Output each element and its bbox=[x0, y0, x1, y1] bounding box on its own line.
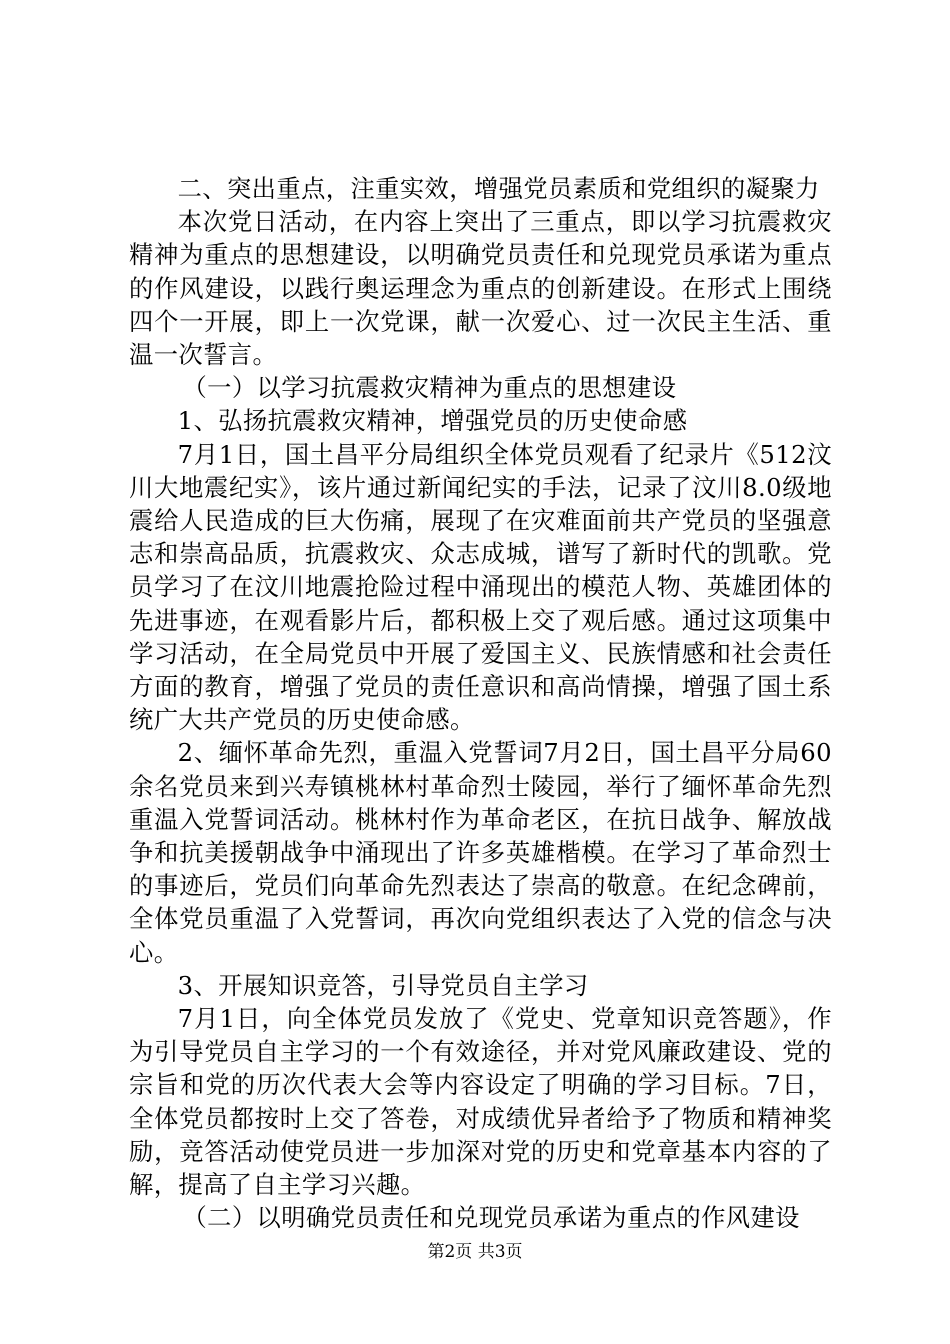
section-heading: 二、突出重点，注重实效，增强党员素质和党组织的凝聚力 bbox=[177, 174, 820, 203]
body-paragraph: 本次党日活动，在内容上突出了三重点，即以学习抗震救灾精神为重点的思想建设，以明确党员责任和兑现党员承诺为重点的作风建设，以践行奥运理念为重点的创新建设。在形式上围绕四个一开展，即上一次党课，献一次爱心、过一次民主生活、重温一次誓言。 bbox=[129, 207, 832, 370]
subsection-heading: （一）以学习抗震救灾精神为重点的思想建设 bbox=[182, 373, 677, 403]
item-heading: 1、弘扬抗震救灾精神，增强党员的历史使命感 bbox=[177, 406, 688, 436]
page-number-footer: 第2页 共3页 bbox=[427, 1242, 523, 1262]
subsection-heading: （二）以明确党员责任和兑现党员承诺为重点的作风建设 bbox=[182, 1203, 800, 1233]
body-paragraph: 7月1日，国土昌平分局组织全体党员观看了纪录片《512汶川大地震纪实》，该片通过新闻纪实的手法，记录了汶川8.0级地震给人民造成的巨大伤痛，展现了在灾难面前共产党员的坚强意志和崇高品质，抗震救灾、众志成城，谱写了新时代的凯歌。党员学习了在汶川地震抢险过程中涌现出的模范人物、英雄团体的先进事迹，在观看影片后，都积极上交了观后感。通过这项集中学习活动，在全局党员中开展了爱国主义、民族情感和社会责任方面的教育，增强了党员的责任意识和高尚情操，增强了国土系统广大共产党员的历史使命感。 bbox=[129, 439, 832, 735]
item-heading: 3、开展知识竞答，引导党员自主学习 bbox=[177, 970, 589, 1000]
body-paragraph: 7月1日，向全体党员发放了《党史、党章知识竞答题》，作为引导党员自主学习的一个有效途径，并对党风廉政建设、党的宗旨和党的历次代表大会等内容设定了明确的学习目标。7日，全体党员都按时上交了答卷，对成绩优异者给予了物质和精神奖励，竞答活动使党员进一步加深对党的历史和党章基本内容的了解，提高了自主学习兴趣。 bbox=[129, 1004, 832, 1200]
document-body bbox=[129, 172, 832, 1235]
body-paragraph: 2、缅怀革命先烈，重温入党誓词7月2日，国土昌平分局60余名党员来到兴寿镇桃林村革命烈士陵园，举行了缅怀革命先烈重温入党誓词活动。桃林村作为革命老区，在抗日战争、解放战争和抗美援朝战争中涌现出了许多英雄楷模。在学习了革命烈士的事迹后，党员们向革命先烈表达了崇高的敬意。在纪念碑前，全体党员重温了入党誓词，再次向党组织表达了入党的信念与决心。 bbox=[129, 738, 832, 967]
